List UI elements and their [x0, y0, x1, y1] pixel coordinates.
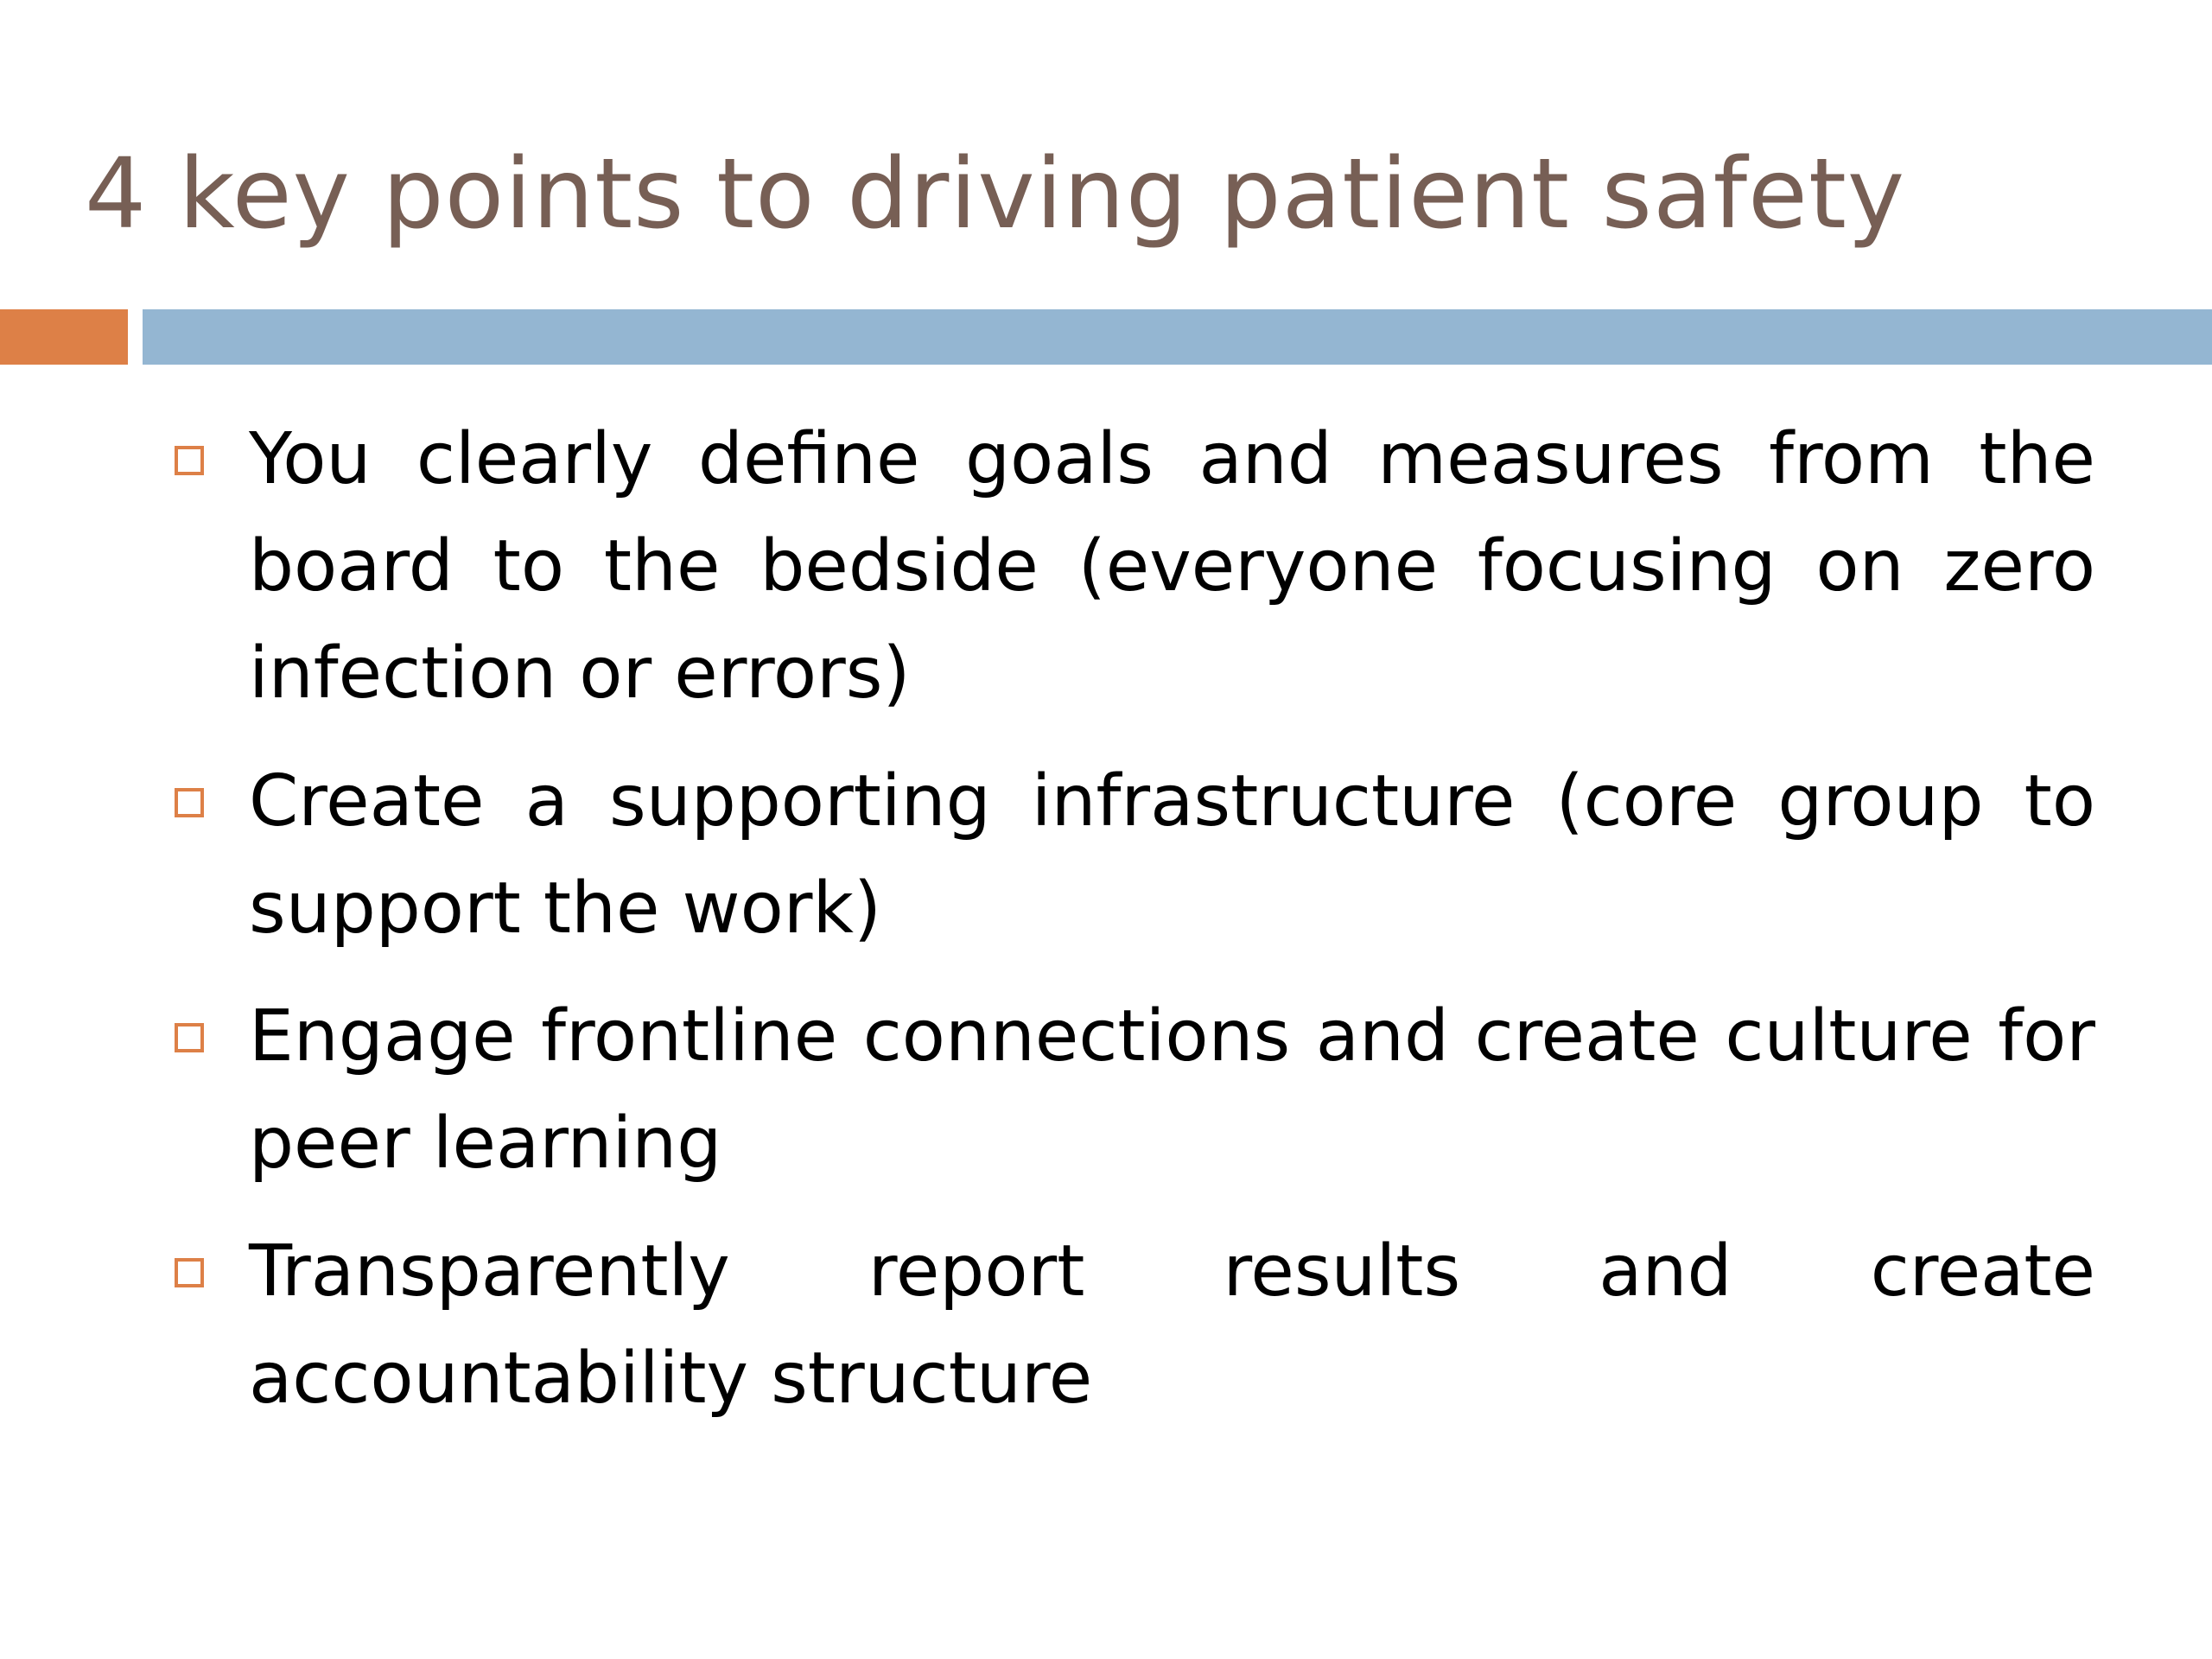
hollow-square-icon [175, 788, 204, 817]
bullet-text: Create a supporting infrastructure (core group to support the work) [249, 760, 2095, 950]
bullet-item [173, 1218, 2095, 1433]
hollow-square-icon [175, 446, 204, 475]
bullet-text: You clearly define goals and measures from the board to the bedside (everyone focusing on zero infection or errors) [249, 418, 2095, 715]
hollow-square-icon [175, 1258, 204, 1287]
bullet-list [173, 406, 2095, 1453]
title-accent-bar-orange [0, 309, 128, 365]
hollow-square-icon [175, 1023, 204, 1052]
bullet-text: Transparently report results and create accountability structure [249, 1230, 2095, 1420]
bullet-item [173, 406, 2095, 728]
bullet-text: Engage frontline connections and create culture for peer learning [249, 995, 2095, 1185]
title-accent-bar-blue [143, 309, 2212, 365]
slide-title: 4 key points to driving patient safety [85, 138, 1906, 251]
bullet-item [173, 983, 2095, 1198]
bullet-item [173, 748, 2095, 963]
